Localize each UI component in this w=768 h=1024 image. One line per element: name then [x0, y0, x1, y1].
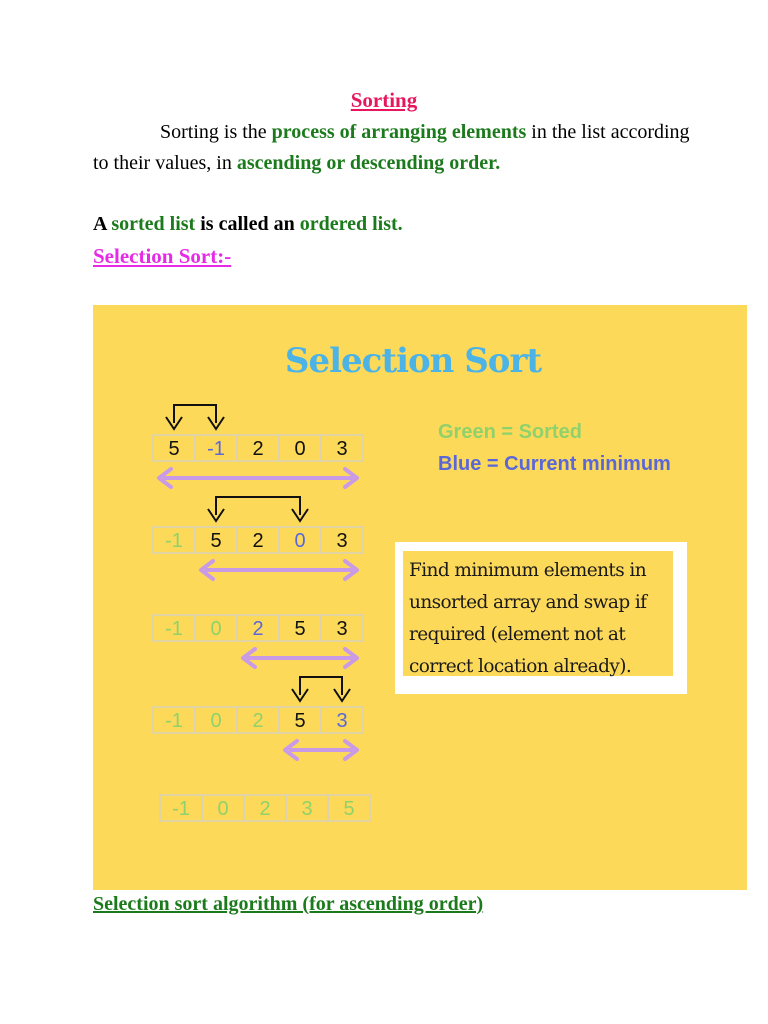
section-heading-selection-sort: Selection Sort:- [93, 244, 232, 268]
legend-sorted: Green = Sorted [438, 421, 582, 443]
info-box [395, 542, 687, 694]
array-value: 2 [252, 530, 264, 552]
intro-text-1: Sorting is the [160, 121, 272, 143]
array-value: -1 [172, 798, 190, 820]
array-value: -1 [165, 618, 183, 640]
array-value: 3 [336, 618, 348, 640]
array-value: 0 [294, 438, 306, 460]
array-value: -1 [207, 438, 225, 460]
algorithm-heading: Selection sort algorithm (for ascending order) [93, 893, 484, 915]
ordered-list-sentence [93, 209, 403, 240]
array-value: 2 [259, 798, 271, 820]
sentence-part-a: A [93, 213, 112, 235]
array-value: 2 [252, 618, 264, 640]
page-title: Sorting [350, 88, 418, 112]
swap-bracket [216, 497, 300, 515]
array-value: 0 [217, 798, 229, 820]
intro-highlight-order: ascending or descending order. [236, 152, 501, 174]
array-value: 0 [210, 710, 222, 732]
array-value: 5 [168, 438, 180, 460]
array-value: 2 [252, 710, 264, 732]
array-value: 3 [301, 798, 313, 820]
info-box-text: Find minimum elements in unsorted array and swap if required (element not at correct location already). [403, 551, 673, 676]
array-value: 0 [294, 530, 306, 552]
sentence-part-c: is called an [195, 213, 300, 235]
intro-text-2: in the list according to their values, in [93, 121, 690, 174]
intro-paragraph [93, 117, 693, 179]
legend-current-minimum: Blue = Current minimum [438, 453, 671, 475]
array-value: 3 [336, 438, 348, 460]
array-value: 5 [294, 618, 306, 640]
intro-highlight-process: process of arranging elements [271, 121, 527, 143]
array-value: 2 [252, 438, 264, 460]
figure-title: Selection Sort [284, 341, 542, 381]
sentence-sorted-list: sorted list [111, 213, 196, 235]
array-value: 3 [336, 710, 348, 732]
array-value: -1 [165, 710, 183, 732]
array-value: -1 [165, 530, 183, 552]
array-value: 5 [294, 710, 306, 732]
array-value: 5 [210, 530, 222, 552]
sentence-ordered-list: ordered list. [299, 213, 403, 235]
array-value: 5 [343, 798, 355, 820]
array-value: 0 [210, 618, 222, 640]
array-value: 3 [336, 530, 348, 552]
selection-sort-figure [93, 305, 747, 890]
